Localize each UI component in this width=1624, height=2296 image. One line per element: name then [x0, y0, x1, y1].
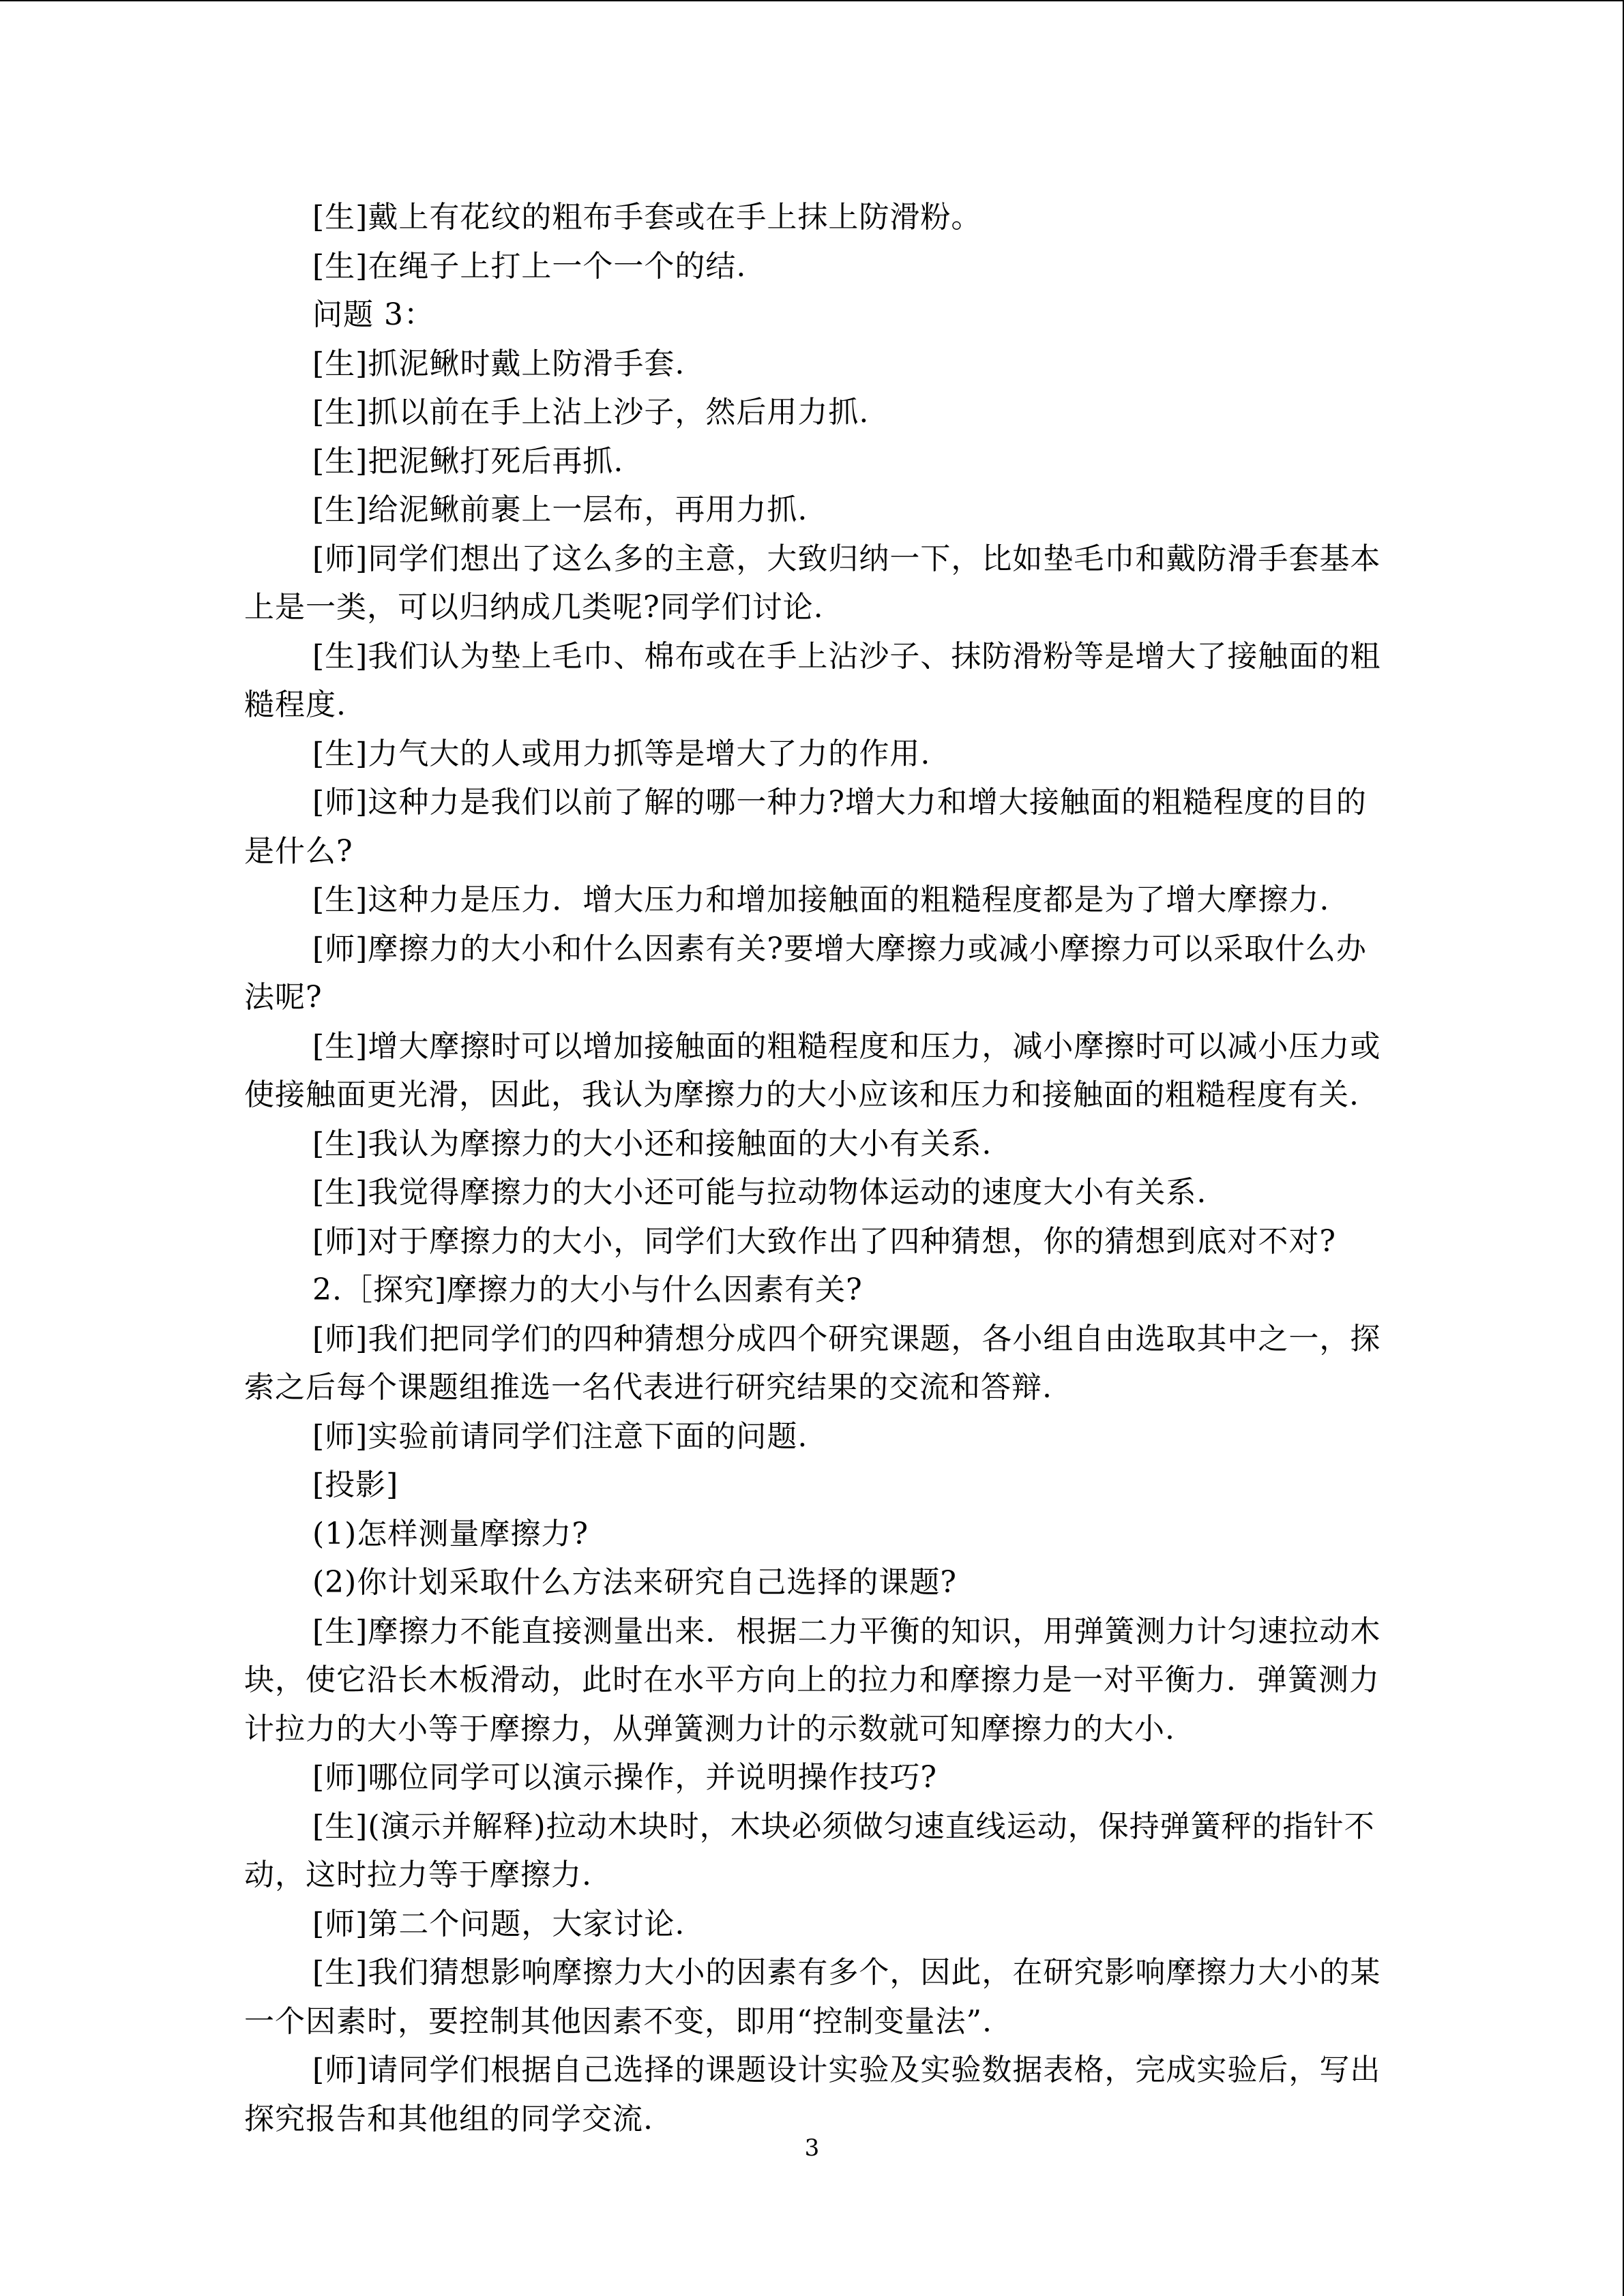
- paragraph: [师]请同学们根据自己选择的课题设计实验及实验数据表格，完成实验后，写出探究报告和其他组的同学交流.: [244, 2053, 1381, 2136]
- question-item: (1)怎样测量摩擦力?: [312, 1516, 589, 1551]
- paragraph: [师]哪位同学可以演示操作，并说明操作技巧?: [312, 1760, 937, 1795]
- paragraph: [生]抓泥鳅时戴上防滑手套.: [312, 346, 685, 381]
- paragraph: [投影]: [312, 1467, 399, 1502]
- paragraph: [生](演示并解释)拉动木块时，木块必须做匀速直线运动，保持弹簧秤的指针不动，这时拉力等于摩擦力.: [244, 1808, 1375, 1892]
- page-border-top: [0, 0, 1624, 1]
- paragraph: [师]摩擦力的大小和什么因素有关?要增大摩擦力或减小摩擦力可以采取什么办法呢?: [244, 931, 1367, 1015]
- paragraph: [生]摩擦力不能直接测量出来．根据二力平衡的知识，用弹簧测力计匀速拉动木块，使它沿长木板滑动，此时在水平方向上的拉力和摩擦力是一对平衡力．弹簧测力计拉力的大小等于摩擦力，从弹簧测力计的示数就可知摩擦力的大小.: [244, 1613, 1381, 1746]
- paragraph: [师]第二个问题，大家讨论.: [312, 1906, 685, 1941]
- page-number: 3: [804, 2134, 820, 2162]
- paragraph: 问题 3：: [312, 297, 434, 332]
- paragraph: [生]我们猜想影响摩擦力大小的因素有多个，因此，在研究影响摩擦力大小的某一个因素时，要控制其他因素不变，即用“控制变量法”.: [244, 1955, 1381, 2039]
- paragraph: [生]我觉得摩擦力的大小还可能与拉动物体运动的速度大小有关系.: [312, 1175, 1207, 1210]
- paragraph: [生]在绳子上打上一个一个的结.: [312, 248, 747, 284]
- paragraph: [师]实验前请同学们注意下面的问题.: [312, 1418, 808, 1454]
- paragraph: [生]增大摩擦时可以增加接触面的粗糙程度和压力，减小摩擦时可以减小压力或使接触面更光滑，因此，我认为摩擦力的大小应该和压力和接触面的粗糙程度有关.: [244, 1028, 1381, 1112]
- document-body: [244, 193, 1383, 2143]
- paragraph: [生]抓以前在手上沾上沙子，然后用力抓.: [312, 395, 870, 430]
- paragraph: [师]我们把同学们的四种猜想分成四个研究课题，各小组自由选取其中之一，探索之后每个课题组推选一名代表进行研究结果的交流和答辩.: [244, 1321, 1381, 1405]
- paragraph: [生]戴上有花纹的粗布手套或在手上抹上防滑粉。: [312, 200, 982, 235]
- paragraph: [生]这种力是压力．增大压力和增加接触面的粗糙程度都是为了增大摩擦力.: [312, 882, 1330, 917]
- paragraph: [生]给泥鳅前裹上一层布，再用力抓.: [312, 492, 808, 527]
- paragraph: [师]同学们想出了这么多的主意，大致归纳一下，比如垫毛巾和戴防滑手套基本上是一类，可以归纳成几类呢?同学们讨论.: [244, 541, 1381, 625]
- paragraph: [生]我认为摩擦力的大小还和接触面的大小有关系.: [312, 1126, 992, 1161]
- paragraph: [生]我们认为垫上毛巾、棉布或在手上沾沙子、抹防滑粉等是增大了接触面的粗糙程度.: [244, 638, 1381, 722]
- section-heading: 2.［探究]摩擦力的大小与什么因素有关?: [312, 1272, 863, 1307]
- paragraph: [生]力气大的人或用力抓等是增大了力的作用.: [312, 736, 931, 771]
- question-item: (2)你计划采取什么方法来研究自己选择的课题?: [312, 1565, 957, 1600]
- paragraph: [师]对于摩擦力的大小，同学们大致作出了四种猜想，你的猜想到底对不对?: [312, 1223, 1336, 1259]
- paragraph: [生]把泥鳅打死后再抓.: [312, 443, 624, 479]
- paragraph: [师]这种力是我们以前了解的哪一种力?增大力和增大接触面的粗糙程度的目的是什么?: [244, 785, 1367, 869]
